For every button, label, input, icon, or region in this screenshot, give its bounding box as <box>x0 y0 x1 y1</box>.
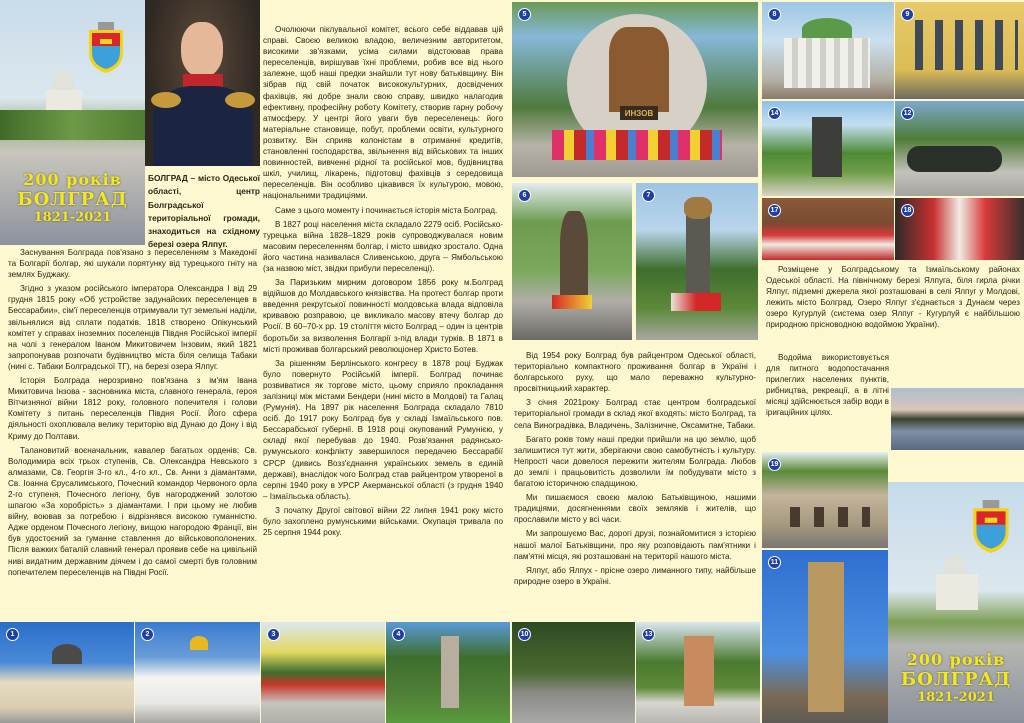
jubilee-city: БОЛГРАД <box>900 669 1012 690</box>
photo-number-badge: 5 <box>518 8 531 21</box>
church-body <box>784 38 870 88</box>
golden-dome <box>190 636 208 650</box>
intro-bold-paragraph: БОЛГРАД – місто Одеської області, центр Болградської територіальної громади, знаходиться на східному березі озера Ялпуг. <box>148 173 260 250</box>
church-dome <box>802 18 852 40</box>
photo-number-badge: 7 <box>642 189 655 202</box>
inzov-portrait <box>145 0 260 166</box>
col1-paragraph: Згідно з указом російського імператора Олександра І від 29 грудня 1815 року «Об устройстве задунайских переселенцев в Бессарабии», сім'ї переселенців отримували тут земельні наділи, звільнялися від сплати податків. 1818 створено Опікунський комітет у справах іноземних поселенців Півдня Російської імперії на чолі з генералом Іваном Микитовичем Інзовим, який 1821 запропонував розпочати будівництво міста біля селища Табаки (нині с. Табаки Болградської ТГ), на березі озера Ялпуг. <box>8 284 257 371</box>
monument-plaque: ИНЗОВ <box>620 106 658 120</box>
col2-paragraph: За Паризьким мирним договором 1856 року м.Болград відійшов до Молдавського князівства. На протест болгар проти введення рекрутської повинності молдовська влада відповіла кривавою розправою, це викликало масову втечу болгар до Росії. В 60–70-х рр. 19 століття місто Болград – один із центрів боротьби за визволення Болгарії з-під влади турків. В 1871 в місті проживав болгарський революціонер Христо Ботев. <box>263 278 503 354</box>
col3-paragraph: Багато років тому наші предки прийшли на цю землю, щоб залишитися тут жити, зберігаючи свою самобутність і культуру. Непрості часи довелося пережити жителям Болграда. Любов до землі і працьовитість дозволили їм побудувати місто з багатою історичною спадщиною. <box>514 434 756 489</box>
col3-paragraph: Ми пишаємося своєю малою Батьківщиною, нашими традиціями, досягненнями своїх земляків і жителів, що прославили місто у всі часи. <box>514 493 756 525</box>
monument-bust <box>609 27 669 112</box>
photo-number-badge: 14 <box>768 107 781 120</box>
photo-number-badge: 11 <box>768 556 781 569</box>
photo-number-badge: 10 <box>518 628 531 641</box>
photo-14-memorial-stele <box>762 101 894 196</box>
photo-11-water-tower <box>762 550 888 723</box>
photo-8-rotunda-church <box>762 2 894 99</box>
intro-bold-text <box>148 172 260 252</box>
column-1-text <box>8 247 257 581</box>
column-2-text <box>263 24 503 541</box>
photo-2-white-church <box>135 622 260 723</box>
photo-number-badge: 8 <box>768 8 781 21</box>
col1-paragraph: Талановитий воєначальник, кавалер багатьох орденів: Св. Володимира всіх трьох ступенів, Св. Олександра Невського з алмазами, Св. Георгія 3-го кл., 4-го кл., Св. Анни з діамантами, Св. Іоанна Єрусалимського, Почесний командор Червоного орла 2-го ступеня, Почесного легіону, був нагороджений золотою шпагою «За хоробрість» з діамантами. І при цьому не любив війну, воював за потребою і відрізнявся високою гуманністю. Адже орденом Почесного легіону, вищою нагородою Франції, він був удостоєний за гуманне ставлення до військовополонених. Після важких баталій славний генерал проявив себе на цивільній ниві видатним державним діячем і до самої смерті був головним попечителем переселенців на Півдні Росії. <box>8 445 257 577</box>
photo-number-badge: 4 <box>392 628 405 641</box>
jubilee-title-left <box>10 170 135 225</box>
flowers <box>552 295 592 309</box>
jubilee-dates: 1821-2021 <box>33 210 112 225</box>
photo-18-folk-costumes <box>895 198 1024 260</box>
portrait-epaulette-right <box>225 92 255 108</box>
photo-number-badge: 9 <box>901 8 914 21</box>
monument-bust <box>684 197 712 219</box>
stele <box>812 117 842 177</box>
dome <box>52 644 82 664</box>
photo-lake-yalpuh <box>891 388 1024 450</box>
jubilee-city: БОЛГРАД <box>17 189 128 210</box>
photo-10-tree-alley <box>512 622 635 723</box>
col2-paragraph: За рішенням Берлінського конгресу в 1878 році Буджак було повернуто Російській імперії. Болград починає розвиватися як торгове місто, цьому сприяло прокладання залізниці між містами Бендери (нині місто в Молдові) та Галац (Румунія). На 1897 рік населення Болграда складало 7810 осіб. До 1917 року Болград був у складі Ізмаїльського пов. Бессарабської губернії. В 1918 році окупований Румунією, у складі якої перебував до 1940. Розв'язання радянсько-румунського конфлікту завершилося передачею Бессарабії СРСР (дивись Возз'єднання українських земель в єдиній державі), внаслідок чого Болград став райцентром утвореної в серпні 1940 року в УРСР Акерманської області (з грудня 1940 – Ізмаїльська область). <box>263 358 503 501</box>
obelisk <box>441 636 459 708</box>
photo-number-badge: 17 <box>768 204 781 217</box>
cathedral-shape <box>932 554 982 612</box>
column-4-text <box>766 264 1020 334</box>
photo-number-badge: 19 <box>768 458 781 471</box>
photo-7-monument <box>636 183 758 340</box>
photo-12-tank-monument <box>895 101 1024 196</box>
photo-number-badge: 1 <box>6 628 19 641</box>
col2-paragraph: З початку Другої світової війни 22 липня 1941 року місто було захоплено румунськими військами. Окупація тривала по 25 серпня 1944 року. <box>263 505 503 538</box>
sculpture <box>684 636 714 706</box>
column-3-text <box>514 350 756 590</box>
col3-paragraph: З січня 2021року Болград стає центром болградської територіальної громади в склад якої входять: місто Болград, та села Виноградівка, Владичень, Залізничне, Оксамитне, Табаки. <box>514 398 756 430</box>
photo-number-badge: 18 <box>901 204 914 217</box>
photo-number-badge: 3 <box>267 628 280 641</box>
windows <box>790 507 870 527</box>
photo-number-badge: 13 <box>642 628 655 641</box>
cover-photo-right <box>888 482 1024 723</box>
col2-paragraph: В 1827 році населення міста складало 2279 осіб. Російсько-турецька війна 1828–1829 років супроводжувалася новим масовим переселенням болгар, і місто швидко зростало. Одна його частина називалася Сливенською, друга – Ямбольською (за назвою міст, звідки прибули переселенці). <box>263 219 503 273</box>
photo-1-cathedral <box>0 622 134 723</box>
jubilee-years: 200 років <box>23 170 122 189</box>
col1-paragraph: Історія Болграда нерозривно пов'язана з ім'ям Івана Микитовича Інзова - засновника міста, славного генерала, героя Вітчизняної війни 1812 року, головного попечителя і голови Комітету з питань переселенців Півдня Росії. Його сфера діяльності охоплювала велику територію від Дунаю до Дону і від Криму до Полтави. <box>8 376 257 441</box>
photo-number-badge: 6 <box>518 189 531 202</box>
photo-number-badge: 2 <box>141 628 154 641</box>
tower <box>808 562 844 712</box>
flowers <box>552 130 722 160</box>
col1-paragraph: Заснування Болграда пов'язано з переселенням з Македонії та Болгарії болгар, які шукали порятунку від турецького гніту на землях Буджаку. <box>8 248 257 280</box>
col3-paragraph: Ми запрошуємо Вас, дорогі друзі, познайомитися з історією нашої малої Батьківщини, про яку розповідають пам'ятники і пам'ятні місця, які розташовані на території нашого міста. <box>514 529 756 561</box>
tank <box>907 146 1002 172</box>
col3-paragraph: Від 1954 року Болград був райцентром Одеської області, територіально компактного проживання болгар в Україні і болгарського руху, що мало переважно культурно-просвітницький характер. <box>514 351 756 394</box>
statue <box>560 211 588 306</box>
coat-of-arms-icon <box>970 500 1012 554</box>
photo-13-memorial-sculpture <box>636 622 760 723</box>
col4-paragraph: Розміщене у Болградському та Ізмаїльському районах Одеської області. На північному березі Ялпуга, біля гирла річки Ялпуг, підземні джерела якої розташовані в селі Ялпуг у Молдові, лежить місто Болград. Озеро Ялпуг з'єднається з Дунаєм через озеро Кугурлуй (система озер Ялпуг - Кугурлуй є найбільшою природною прісноводною водоймою України). <box>766 265 1020 330</box>
trees-shape <box>0 110 145 140</box>
photo-4-obelisk <box>386 622 510 723</box>
photo-5-inzov-monument <box>512 2 758 177</box>
col4-paragraph: Водойма використовується для питного водопостачання прилеглих населених пунктів, рибництва, рекреації, а в літні місяці здійснюється забір води в іригаційних цілях. <box>766 353 889 418</box>
portrait-face <box>181 22 223 77</box>
photo-6-monument <box>512 183 632 340</box>
flowers <box>671 293 721 311</box>
photo-17-folk-ensemble <box>762 198 894 260</box>
cover-photo-cathedral-square <box>0 0 145 245</box>
jubilee-years: 200 років <box>906 650 1006 669</box>
photo-3-memorial-square <box>261 622 385 723</box>
jubilee-dates: 1821-2021 <box>917 690 995 705</box>
photo-19-old-building <box>762 452 888 548</box>
windows <box>903 20 1018 70</box>
jubilee-title-right <box>888 650 1024 705</box>
coat-of-arms-icon <box>86 22 126 74</box>
col3-paragraph: Ялпуг, або Ялпух - прісне озеро лиманного типу, найбільше природне озеро в Україні. <box>514 565 756 586</box>
col2-paragraph: Саме з цього моменту і починається історія міста Болград. <box>275 205 498 215</box>
col2-paragraph: Очолюючи піклувальної комітет, всього себе віддавав цій справі. Своєю великою владою, величезним авторитетом, високими зв'язками, усіма силами відстоював права переселенців, вирішував їхні проблеми, робив все від нього залежне, щоб наші предки знайшли тут нову батьківщину. Він зібрав під свій початок висококультурних, досвідчених фахівців, які добре знали свою справу, швидко налагодив ефективну, професійну роботу Комітету, створив гарну робочу атмосферу. У центрі його уваги був переселенець: його матеріальне становище, побут, проблеми освіти, культурного розвитку. Він сприяв колоністам в отриманні кредитів, становленні господарства, звільнення від військових та інших повинностей, вивченні рідної та російської мов, будівництва шкіл, училищ, лікарень, підготовці фахівців з середовища переселенців. Він особливо цікавився їх культурою, мовою, національними традиціями. <box>263 25 503 201</box>
photo-9-yellow-building <box>895 2 1024 99</box>
photo-number-badge: 12 <box>901 107 914 120</box>
portrait-epaulette-left <box>151 92 181 108</box>
